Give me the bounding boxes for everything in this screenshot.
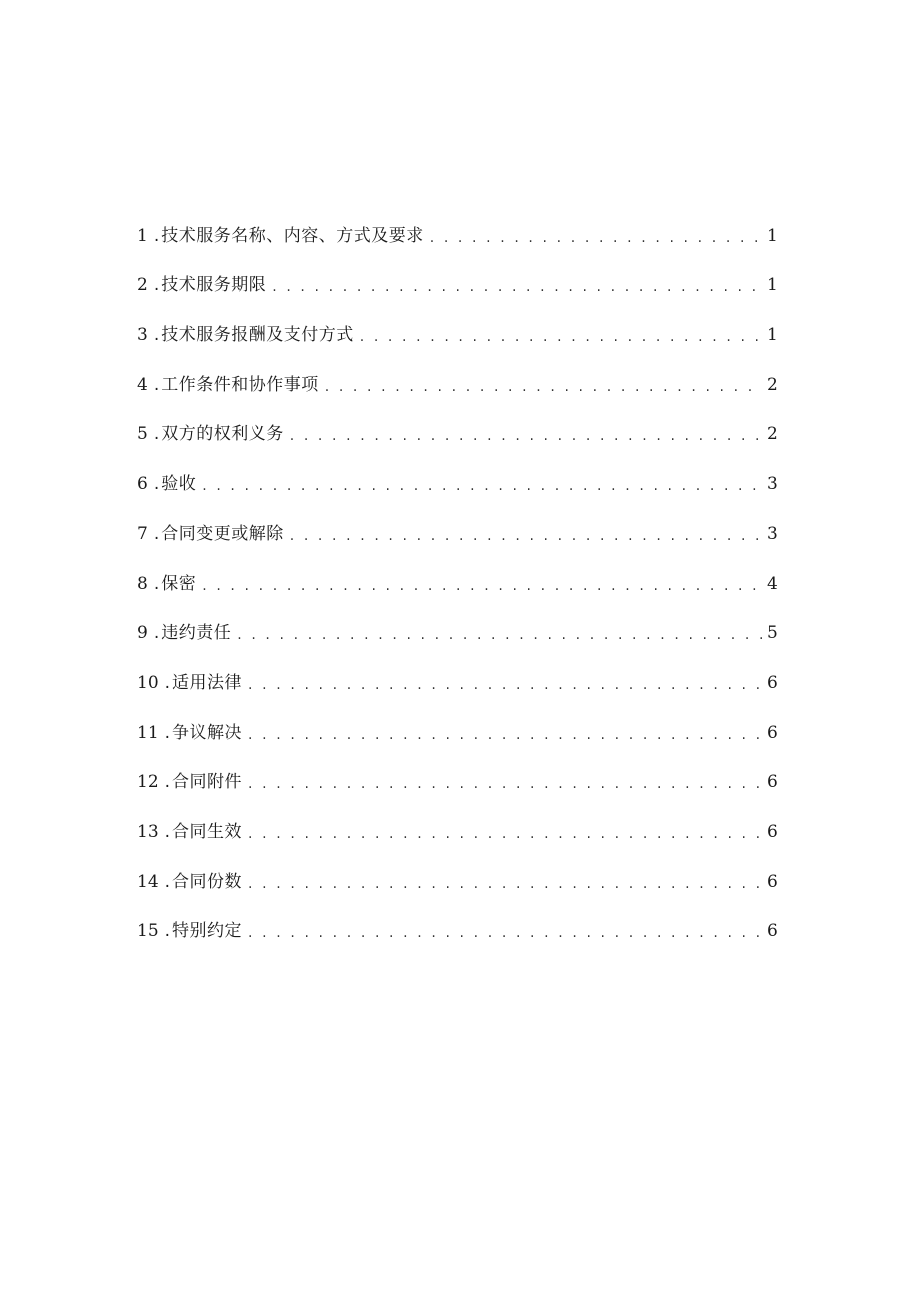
toc-dot-leader — [202, 579, 763, 593]
toc-entry-page: 1 — [767, 275, 778, 296]
toc-entry-15[interactable] — [137, 891, 777, 941]
toc-entry-title: 特别约定 — [172, 921, 243, 942]
toc-dot-leader — [248, 777, 763, 791]
toc-entry-page: 6 — [767, 672, 778, 693]
toc-entry-page: 3 — [767, 523, 778, 544]
toc-entry-number: 3 — [137, 325, 148, 346]
toc-entry-number: 5 — [137, 424, 148, 445]
toc-entry-page: 6 — [767, 772, 778, 793]
toc-entry-title: 双方的权利义务 — [161, 424, 284, 445]
toc-entry-number: 6 — [137, 474, 148, 495]
toc-entry-title: 合同份数 — [172, 871, 243, 892]
toc-entry-number: 10 — [137, 672, 159, 693]
toc-entry-title: 合同生效 — [172, 821, 243, 842]
toc-dot-leader — [248, 728, 763, 742]
toc-entry-page: 2 — [767, 374, 778, 395]
toc-entry-page: 2 — [767, 424, 778, 445]
toc-entry-separator: . — [164, 821, 171, 842]
toc-entry-13[interactable] — [137, 791, 777, 841]
toc-entry-5[interactable] — [137, 394, 777, 444]
toc-entry-title: 合同附件 — [172, 772, 243, 793]
toc-entry-7[interactable] — [137, 493, 777, 543]
toc-dot-leader — [430, 231, 763, 245]
toc-entry-title: 工作条件和协作事项 — [161, 374, 319, 395]
toc-entry-11[interactable] — [137, 692, 777, 742]
toc-dot-leader — [325, 380, 763, 394]
toc-entry-title: 技术服务报酬及支付方式 — [161, 325, 354, 346]
toc-entry-title: 技术服务名称、内容、方式及要求 — [161, 225, 424, 246]
toc-entry-title: 合同变更或解除 — [161, 523, 284, 544]
toc-entry-separator: . — [164, 672, 171, 693]
toc-entry-9[interactable] — [137, 593, 777, 643]
toc-entry-3[interactable] — [137, 294, 777, 344]
toc-entry-separator: . — [153, 374, 160, 395]
toc-entry-number: 13 — [137, 821, 159, 842]
toc-entry-number: 15 — [137, 921, 159, 942]
toc-dot-leader — [290, 529, 763, 543]
toc-entry-number: 7 — [137, 523, 148, 544]
toc-entry-6[interactable] — [137, 443, 777, 493]
toc-dot-leader — [360, 330, 763, 344]
toc-entry-separator: . — [164, 921, 171, 942]
toc-dot-leader — [202, 479, 763, 493]
toc-entry-2[interactable] — [137, 245, 777, 295]
toc-entry-1[interactable] — [137, 195, 777, 245]
toc-dot-leader — [272, 280, 763, 294]
toc-entry-page: 6 — [767, 871, 778, 892]
toc-entry-number: 2 — [137, 275, 148, 296]
toc-entry-title: 保密 — [161, 573, 197, 594]
toc-entry-separator: . — [153, 275, 160, 296]
toc-entry-page: 1 — [767, 325, 778, 346]
toc-entry-separator: . — [153, 225, 160, 246]
toc-entry-separator: . — [153, 424, 160, 445]
toc-entry-page: 3 — [767, 474, 778, 495]
toc-entry-separator: . — [164, 722, 171, 743]
toc-dot-leader — [248, 827, 763, 841]
toc-entry-number: 4 — [137, 374, 148, 395]
toc-entry-4[interactable] — [137, 344, 777, 394]
toc-entry-12[interactable] — [137, 742, 777, 792]
table-of-contents — [137, 195, 777, 940]
toc-entry-title: 争议解决 — [172, 722, 243, 743]
toc-entry-page: 4 — [767, 573, 778, 594]
toc-entry-page: 5 — [767, 623, 778, 644]
toc-entry-title: 适用法律 — [172, 672, 243, 693]
toc-dot-leader — [248, 926, 763, 940]
toc-entry-title: 验收 — [161, 474, 197, 495]
toc-entry-page: 6 — [767, 821, 778, 842]
toc-entry-page: 1 — [767, 225, 778, 246]
toc-entry-number: 1 — [137, 225, 148, 246]
toc-entry-8[interactable] — [137, 543, 777, 593]
toc-entry-number: 11 — [137, 722, 159, 743]
toc-entry-number: 9 — [137, 623, 148, 644]
toc-entry-number: 8 — [137, 573, 148, 594]
toc-entry-page: 6 — [767, 921, 778, 942]
toc-entry-separator: . — [153, 474, 160, 495]
toc-entry-separator: . — [164, 871, 171, 892]
toc-entry-separator: . — [153, 573, 160, 594]
toc-entry-14[interactable] — [137, 841, 777, 891]
toc-dot-leader — [248, 877, 763, 891]
toc-entry-separator: . — [153, 623, 160, 644]
toc-entry-separator: . — [153, 523, 160, 544]
toc-dot-leader — [248, 678, 763, 692]
toc-entry-title: 技术服务期限 — [161, 275, 267, 296]
toc-dot-leader — [237, 628, 763, 642]
toc-entry-number: 14 — [137, 871, 159, 892]
toc-entry-separator: . — [153, 325, 160, 346]
toc-entry-number: 12 — [137, 772, 159, 793]
toc-entry-10[interactable] — [137, 642, 777, 692]
toc-dot-leader — [290, 429, 763, 443]
toc-entry-page: 6 — [767, 722, 778, 743]
toc-entry-title: 违约责任 — [161, 623, 232, 644]
toc-entry-separator: . — [164, 772, 171, 793]
